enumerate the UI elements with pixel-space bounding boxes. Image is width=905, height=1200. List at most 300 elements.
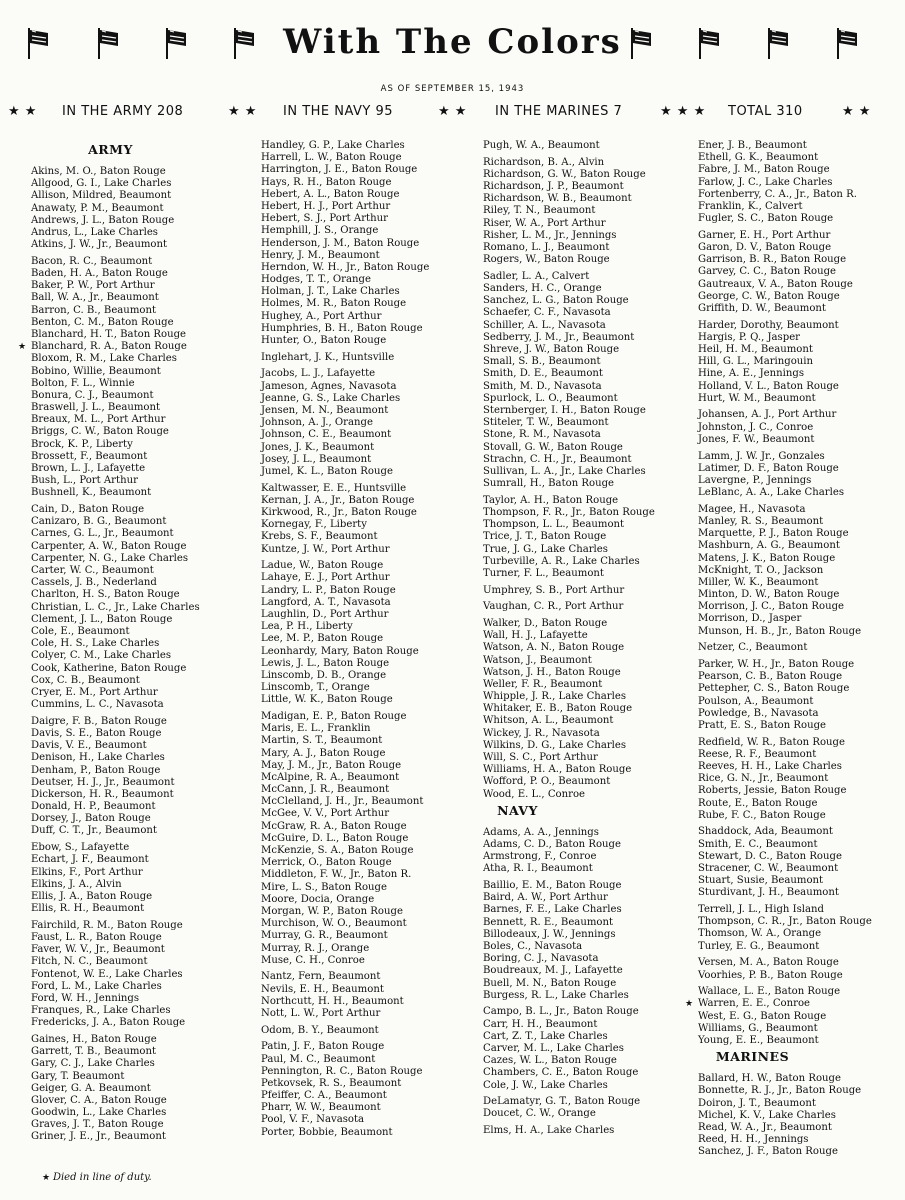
roster-entry: McGee, V. V., Port Arthur <box>261 808 390 820</box>
roster-entry: Patin, J. F., Baton Rouge <box>261 1041 385 1053</box>
flag-icon <box>766 26 790 60</box>
roster-entry: Christian, L. C., Jr., Lake Charles <box>31 601 200 613</box>
roster-entry: Terrell, J. L., High Island <box>698 904 825 916</box>
roster-entry: Garner, E. H., Port Arthur <box>698 229 831 241</box>
roster-entry: Hargis, P. Q., Jasper <box>698 331 800 343</box>
section-heading-marines: MARINES <box>715 1049 790 1065</box>
roster-entry: Pearson, C. B., Baton Rouge <box>698 671 843 683</box>
roster-entry: Dorsey, J., Baton Rouge <box>31 813 151 825</box>
roster-entry: Pugh, W. A., Beaumont <box>483 140 600 151</box>
roster-entry: Cryer, E. M., Port Arthur <box>31 686 158 698</box>
roster-entry: Hughey, A., Port Arthur <box>261 310 382 322</box>
roster-entry: Wallace, L. E., Baton Rouge <box>698 986 841 998</box>
roster-entry: Atkins, J. W., Jr., Beaumont <box>31 239 168 251</box>
roster-entry: Deutser, H. J., Jr., Beaumont <box>31 776 175 788</box>
roster-entry: Schiller, A. L., Navasota <box>483 319 606 331</box>
roster-entry: Bushnell, K., Beaumont <box>31 487 152 499</box>
roster-entry: McClelland, J. H., Jr., Beaumont <box>261 796 424 808</box>
roster-entry: Stovall, G. W., Baton Rouge <box>483 441 623 453</box>
roster-entry: Nevils, E. H., Beaumont <box>261 983 384 995</box>
roster-entry: Smith, E. C., Beaumont <box>698 838 818 850</box>
roster-entry: Linscomb, T., Orange <box>261 682 370 694</box>
roster-entry: Boles, C., Navasota <box>483 940 583 952</box>
roster-entry: Allison, Mildred, Beaumont <box>31 190 172 202</box>
roster-entry: Munson, H. B., Jr., Baton Rouge <box>698 625 862 637</box>
roster-entry: Krebs, S. F., Beaumont <box>261 531 378 543</box>
roster-entry: Wall, H. J., Lafayette <box>483 630 588 642</box>
roster-entry: Strachn, C. H., Jr., Beaumont <box>483 453 632 465</box>
roster-entry: Williams, H. A., Baton Rouge <box>483 764 632 776</box>
roster-entry: Henderson, J. M., Baton Rouge <box>261 237 420 249</box>
flag-icon <box>697 26 721 60</box>
roster-entry: Goodwin, L., Lake Charles <box>31 1107 167 1119</box>
roster-entry: Bonura, C. J., Beaumont <box>31 389 154 401</box>
roster-entry: Ford, L. M., Lake Charles <box>31 980 162 992</box>
roster-entry: True, J. G., Lake Charles <box>483 543 608 555</box>
roster-entry: Vaughan, C. R., Port Arthur <box>483 601 624 613</box>
roster-entry: Fairchild, R. M., Baton Rouge <box>31 919 183 931</box>
roster-entry: Fontenot, W. E., Lake Charles <box>31 968 183 980</box>
roster-entry: Johnston, J. C., Conroe <box>698 421 814 433</box>
roster-entry: Sumrall, H., Baton Rouge <box>483 478 615 490</box>
roster-entry: Whitaker, E. B., Baton Rouge <box>483 703 633 715</box>
roster-entry: Stuart, Susie, Beaumont <box>698 875 824 887</box>
grand-total: TOTAL 310 <box>728 104 803 119</box>
roster-entry: Umphrey, S. B., Port Arthur <box>483 584 625 596</box>
roster-entry: Pfeiffer, C. A., Beaumont <box>261 1090 387 1102</box>
roster-entry: Boring, C. J., Navasota <box>483 953 599 965</box>
roster-entry: Franques, R., Lake Charles <box>31 1005 171 1017</box>
roster-entry: Wood, E. L., Conroe <box>483 788 586 800</box>
column-1 <box>18 140 243 1144</box>
roster-entry: Sturdivant, J. H., Beaumont <box>698 887 839 899</box>
roster-entry: Hodges, T. T., Orange <box>261 274 371 286</box>
roster-entry: Andrus, L., Lake Charles <box>31 226 158 238</box>
roster-entry: Pennington, R. C., Baton Rouge <box>261 1065 423 1077</box>
roster-entry: Adams, A. A., Jennings <box>483 826 599 838</box>
roster-entry: Doucet, C. W., Orange <box>483 1108 596 1120</box>
flag-icon <box>629 26 653 60</box>
roster-entry: Richardson, B. A., Alvin <box>483 156 605 168</box>
roster-entry: Bonnette, R. J., Jr., Baton Rouge <box>698 1085 862 1097</box>
roster-entry: Williams, G., Beaumont <box>698 1022 818 1034</box>
roster-entry: Michel, K. V., Lake Charles <box>698 1109 836 1121</box>
flag-icon <box>164 26 188 60</box>
roster-entry: Maris, E. L., Franklin <box>261 723 371 735</box>
roster-entry: Baden, H. A., Baton Rouge <box>31 268 168 279</box>
roster-entry: Ellis, R. H., Beaumont <box>31 903 145 915</box>
roster-entry: Mire, L. S., Baton Rouge <box>261 881 387 893</box>
roster-entry: Pratt, E. S., Baton Rouge <box>698 719 827 731</box>
roster-entry: Franklin, K., Calvert <box>698 200 803 212</box>
roster-entry: Morrison, D., Jasper <box>698 613 802 625</box>
roster-entry: Akins, M. O., Baton Rouge <box>31 166 166 177</box>
roster-entry: Kaltwasser, E. E., Huntsville <box>261 482 407 494</box>
roster-entry: Blanchard, H. T., Baton Rouge <box>31 328 187 340</box>
roster-entry: Benton, C. M., Baton Rouge <box>31 316 174 328</box>
roster-entry: Odom, B. Y., Beaumont <box>261 1024 379 1036</box>
roster-entry: Muse, C. H., Conroe <box>261 954 365 966</box>
roster-entry: Garon, D. V., Baton Rouge <box>698 242 832 253</box>
roster-entry: Josey, J. L., Beaumont <box>261 453 372 465</box>
roster-entry: Richardson, G. W., Baton Rouge <box>483 168 646 180</box>
navy-total: IN THE NAVY 95 <box>283 104 394 119</box>
roster-entry: Elms, H. A., Lake Charles <box>483 1125 615 1137</box>
roster-entry: Thompson, C. R., Jr., Baton Rouge <box>698 916 872 928</box>
roster-entry: Rogers, W., Baton Rouge <box>483 254 610 266</box>
roster-entry: Young, E. E., Beaumont <box>698 1034 819 1046</box>
roster-entry: Small, S. B., Beaumont <box>483 356 601 368</box>
roster-entry: Davis, V. E., Beaumont <box>31 740 147 752</box>
roster-entry: Wofford, P. O., Beaumont <box>483 776 611 788</box>
roster-entry: Jeanne, G. S., Lake Charles <box>261 392 401 404</box>
roster-entry: Davis, S. E., Baton Rouge <box>31 727 162 739</box>
roster-entry: Bacon, R. C., Beaumont <box>31 255 153 267</box>
roster-entry: Fredericks, J. A., Baton Rouge <box>31 1017 186 1029</box>
footnote-text: Died in line of duty. <box>52 1172 152 1183</box>
roster-entry: Nott, L. W., Port Arthur <box>261 1007 381 1019</box>
roster-entry: Griner, J. E., Jr., Beaumont <box>31 1131 166 1143</box>
roster-entry: Gary, C. J., Lake Charles <box>31 1058 155 1070</box>
star-icon: ★ ★ <box>842 104 871 119</box>
roster-entry: Wickey, J. R., Navasota <box>483 727 600 739</box>
roster-entry: Cain, D., Baton Rouge <box>31 504 145 516</box>
roster-entry: Baird, A. W., Port Arthur <box>483 892 608 904</box>
roster-entry: Walker, D., Baton Rouge <box>483 617 608 629</box>
roster-entry: Glover, C. A., Baton Rouge <box>31 1094 167 1106</box>
roster-entry: Baker, P. W., Port Arthur <box>31 280 155 292</box>
roster-entry: Carnes, G. L., Jr., Beaumont <box>31 528 174 540</box>
roster-entry: Fitch, N. C., Beaumont <box>31 956 148 968</box>
star-icon: ★ ★ <box>228 104 257 119</box>
roster-entry: Griffith, D. W., Beaumont <box>698 302 826 314</box>
roster-entry: Fugler, S. C., Baton Rouge <box>698 213 834 225</box>
roster-entry: Sullivan, L. A., Jr., Lake Charles <box>483 465 646 477</box>
roster-entry: Thompson, F. R., Jr., Baton Rouge <box>483 506 655 518</box>
roster-entry: Matens, J. K., Baton Rouge <box>698 552 836 564</box>
roster-entry: Andrews, J. L., Baton Rouge <box>31 214 175 226</box>
roster-entry: Cole, J. W., Lake Charles <box>483 1079 608 1091</box>
roster-entry: Bush, L., Port Arthur <box>31 475 138 487</box>
roster-entry: Stracener, C. W., Beaumont <box>698 863 839 874</box>
roster-entry: West, E. G., Baton Rouge <box>698 1010 827 1022</box>
roster-entry: Hays, R. H., Baton Rouge <box>261 176 392 188</box>
roster-entry: Jones, F. W., Beaumont <box>698 433 815 445</box>
roster-entry: Kirkwood, R., Jr., Baton Rouge <box>261 506 417 518</box>
roster-entry: Harrell, L. W., Baton Rouge <box>261 152 402 164</box>
roster-entry: Lee, M. P., Baton Rouge <box>261 633 384 645</box>
roster-entry: Duff, C. T., Jr., Beaumont <box>31 825 157 837</box>
roster-entry: Moore, Docia, Orange <box>261 893 375 905</box>
roster-entry: Read, W. A., Jr., Beaumont <box>698 1121 832 1133</box>
roster-entry: Cox, C. B., Beaumont <box>31 674 140 686</box>
roster-entry: Romano, L. J., Beaumont <box>483 242 610 253</box>
roster-entry: McKnight, T. O., Jackson <box>698 564 824 576</box>
column-4 <box>685 140 905 1158</box>
roster-entry: Johnson, A. J., Orange <box>261 417 373 429</box>
roster-entry: Ethell, G. K., Beaumont <box>698 152 819 164</box>
roster-entry: Rube, F. C., Baton Rouge <box>698 809 826 821</box>
roster-entry: Holmes, M. R., Baton Rouge <box>261 298 407 310</box>
roster-entry: Hebert, A. L., Baton Rouge <box>261 188 400 200</box>
roster-entry: Sanders, H. C., Orange <box>483 283 602 295</box>
roster-entry: Lavergne, P., Jennings <box>698 474 812 486</box>
roster-entry: Carter, W. C., Beaumont <box>31 565 154 576</box>
as-of-date: AS OF SEPTEMBER 15, 1943 <box>380 84 525 94</box>
roster-entry: Miller, W. K., Beaumont <box>698 576 819 588</box>
roster-entry: Linscomb, D. B., Orange <box>261 669 387 681</box>
roster-entry: Risher, L. M., Jr., Jennings <box>483 229 617 241</box>
roster-entry: Handley, G. P., Lake Charles <box>261 140 405 151</box>
roster-entry: Versen, M. A., Baton Rouge <box>698 957 839 969</box>
roster-entry: Breaux, M. L., Port Arthur <box>31 414 166 426</box>
roster-entry: Buell, M. N., Baton Rouge <box>483 977 617 989</box>
marines-total: IN THE MARINES 7 <box>495 104 623 119</box>
roster-entry: Poulson, A., Beaumont <box>698 695 814 707</box>
roster-entry: Sanchez, L. G., Baton Rouge <box>483 295 629 307</box>
roster-entry: Kornegay, F., Liberty <box>261 519 367 531</box>
roster-entry: Johansen, A. J., Port Arthur <box>698 409 837 421</box>
roster-entry: Billodeaux, J. W., Jennings <box>483 928 616 940</box>
roster-entry: Bloxom, R. M., Lake Charles <box>31 353 177 365</box>
roster-entry: Lamm, J. W. Jr., Gonzales <box>698 450 825 462</box>
roster-entry: ★ Warren, E. E., Conroe <box>685 998 905 1010</box>
roster-entry: Kuntze, J. W., Port Arthur <box>261 543 390 555</box>
roster-entry: Riser, W. A., Port Arthur <box>483 217 606 229</box>
roster-entry: Campo, B. L., Jr., Baton Rouge <box>483 1006 639 1018</box>
roster-entry: Sanchez, J. F., Baton Rouge <box>698 1146 838 1158</box>
roster-entry: Bennett, R. E., Beaumont <box>483 916 614 928</box>
roster-entry: Colyer, C. M., Lake Charles <box>31 650 172 662</box>
roster-entry: Magee, H., Navasota <box>698 503 806 515</box>
roster-entry: Burgess, R. L., Lake Charles <box>483 989 629 1001</box>
roster-entry: Doiron, J. T., Beaumont <box>698 1097 816 1109</box>
roster-entry: Carpenter, A. W., Baton Rouge <box>31 540 187 552</box>
roster-entry: Petkovsek, R. S., Beaumont <box>261 1077 402 1089</box>
roster-entry: Whitson, A. L., Beaumont <box>483 715 614 727</box>
star-icon: ★ <box>42 1173 53 1183</box>
roster-entry: Latimer, D. F., Baton Rouge <box>698 462 839 474</box>
roster-entry: Jensen, M. N., Beaumont <box>261 404 389 416</box>
roster-entry: Porter, Bobbie, Beaumont <box>261 1126 393 1138</box>
roster-entry: McGraw, R. A., Baton Rouge <box>261 820 407 832</box>
roster-entry: Parker, W. H., Jr., Baton Rouge <box>698 659 855 670</box>
roster-entry: Daigre, F. B., Baton Rouge <box>31 715 167 727</box>
roster-entry: Watson, J., Beaumont <box>483 654 592 666</box>
roster-entry: Reed, H. H., Jennings <box>698 1134 809 1146</box>
footnote <box>42 1172 152 1183</box>
roster-entry: Hebert, S. J., Port Arthur <box>261 213 388 225</box>
roster-entry: Boudreaux, M. J., Lafayette <box>483 965 623 977</box>
roster-entry: Riley, T. N., Beaumont <box>483 205 596 217</box>
roster-entry: Powledge, B., Navasota <box>698 707 819 719</box>
roster-entry: Harrington, J. E., Baton Rouge <box>261 164 418 176</box>
totals-bar <box>0 104 905 126</box>
roster-entry: Allgood, G. I., Lake Charles <box>31 178 172 190</box>
roster-entry: Garrison, B. R., Baton Rouge <box>698 254 847 266</box>
roster-entry: Cassels, J. B., Nederland <box>31 577 157 589</box>
roster-entry: Will, S. C., Port Arthur <box>483 752 598 763</box>
roster-entry: Roberts, Jessie, Baton Rouge <box>698 785 847 797</box>
section-heading-navy: NAVY <box>497 802 538 818</box>
roster-entry: McCann, J. R., Beaumont <box>261 784 390 796</box>
roster-entry: Morgan, W. P., Baton Rouge <box>261 905 403 917</box>
roster-entry: Adams, C. D., Baton Rouge <box>483 838 621 850</box>
roster-entry: Geiger, G. A. Beaumont <box>31 1082 151 1094</box>
roster-entry: Carver, M. L., Lake Charles <box>483 1042 624 1054</box>
column-3 <box>470 140 695 1137</box>
roster-entry: Sedberry, J. M., Jr., Beaumont <box>483 331 635 343</box>
roster-entry: Carpenter, N. G., Lake Charles <box>31 552 189 564</box>
roster-entry: Route, E., Baton Rouge <box>698 797 818 809</box>
roster-entry: Bobino, Willie, Beaumont <box>31 365 161 377</box>
roster-entry: Elkins, F., Port Arthur <box>31 866 143 878</box>
roster-entry: Madigan, E. P., Baton Rouge <box>261 710 407 722</box>
army-total: IN THE ARMY 208 <box>62 104 184 119</box>
roster-entry: Ener, J. B., Beaumont <box>698 140 807 151</box>
roster-entry: Smith, D. E., Beaumont <box>483 368 603 380</box>
roster-entry: Cole, E., Beaumont <box>31 625 130 637</box>
roster-entry: Kernan, J. A., Jr., Baton Rouge <box>261 494 415 506</box>
roster-entry: Chambers, C. E., Baton Rouge <box>483 1067 639 1079</box>
roster-entry: McAlpine, R. A., Beaumont <box>261 771 400 783</box>
roster-entry: Cart, Z. T., Lake Charles <box>483 1030 608 1042</box>
roster-entry: Heil, H. M., Beaumont <box>698 344 813 355</box>
roster-entry: Turbeville, A. R., Lake Charles <box>483 555 640 567</box>
roster-entry: Murray, R. J., Orange <box>261 942 370 954</box>
roster-entry: Charlton, H. S., Baton Rouge <box>31 589 180 601</box>
roster-entry: Schaefer, C. F., Navasota <box>483 307 611 319</box>
roster-entry: Humphries, B. H., Baton Rouge <box>261 322 423 334</box>
roster-entry: Farlow, J. C., Lake Charles <box>698 176 833 188</box>
roster-entry: Pharr, W. W., Beaumont <box>261 1102 381 1114</box>
roster-entry: Jones, J. K., Beaumont <box>261 441 375 453</box>
star-icon: ★ ★ <box>8 104 37 119</box>
roster-entry: Hurt, W. M., Beaumont <box>698 392 816 404</box>
roster-entry: Martin, S. T., Beaumont <box>261 735 383 747</box>
roster-entry: Leonhardy, Mary, Baton Rouge <box>261 645 419 657</box>
roster-entry: Morrison, J. C., Baton Rouge <box>698 601 845 613</box>
roster-entry: Harder, Dorothy, Beaumont <box>698 319 839 331</box>
roster-entry: Wilkins, D. G., Lake Charles <box>483 739 627 751</box>
roster-entry: Hunter, O., Baton Rouge <box>261 335 387 346</box>
roster-entry: McKenzie, S. A., Baton Rouge <box>261 845 414 856</box>
star-icon: ★ ★ <box>438 104 467 119</box>
roster-entry: Jameson, Agnes, Navasota <box>261 380 397 392</box>
roster-entry: Marquette, P. J., Baton Rouge <box>698 528 849 540</box>
flag-icon <box>26 26 50 60</box>
roster-entry: Turner, F. L., Beaumont <box>483 567 604 579</box>
roster-entry: Fabre, J. M., Baton Rouge <box>698 164 830 176</box>
roster-entry: Hebert, H. J., Port Arthur <box>261 200 391 212</box>
roster-entry: May, J. M., Jr., Baton Rouge <box>261 759 402 771</box>
roster-entry: Canizaro, B. G., Beaumont <box>31 516 167 528</box>
roster-entry: Lahaye, E. J., Port Arthur <box>261 572 390 584</box>
roster-entry: Landry, L. P., Baton Rouge <box>261 584 396 596</box>
roster-entry: Mary, A. J., Baton Rouge <box>261 747 386 759</box>
roster-entry: Middleton, F. W., Jr., Baton R. <box>261 869 412 881</box>
section-heading-army: ARMY <box>88 142 133 157</box>
roster-entry: Trice, J. T., Baton Rouge <box>483 531 607 543</box>
roster-entry: Stewart, D. C., Baton Rouge <box>698 850 842 862</box>
roster-entry: Holland, V. L., Baton Rouge <box>698 380 839 392</box>
roster-entry: Faver, W. V., Jr., Beaumont <box>31 944 165 956</box>
roster-entry: Richardson, W. B., Beaumont <box>483 193 632 205</box>
roster-entry: Garrett, T. B., Beaumont <box>31 1046 157 1058</box>
roster-entry: Watson, A. N., Baton Rouge <box>483 642 625 654</box>
roster-entry: Cole, H. S., Lake Charles <box>31 638 160 650</box>
roster-entry: Johnson, C. E., Beaumont <box>261 429 392 441</box>
roster-entry: Hill, G. L., Maringouin <box>698 356 814 368</box>
roster-entry: Reeves, H. H., Lake Charles <box>698 761 842 772</box>
roster-entry: Spurlock, L. O., Beaumont <box>483 392 618 404</box>
roster-entry: Barnes, F. E., Lake Charles <box>483 904 622 916</box>
roster-entry: Merrick, O., Baton Rouge <box>261 857 392 869</box>
roster-entry: Smith, M. D., Navasota <box>483 380 602 392</box>
roster-entry: Sadler, L. A., Calvert <box>483 270 590 282</box>
roster-entry: Denison, H., Lake Charles <box>31 752 165 764</box>
roster-entry: Shreve, J. W., Baton Rouge <box>483 344 620 355</box>
roster-entry: Anawaty, P. M., Beaumont <box>31 202 164 214</box>
roster-entry: McGuire, D. L., Baton Rouge <box>261 832 409 844</box>
roster-entry: Ballard, H. W., Baton Rouge <box>698 1073 841 1085</box>
roster-entry: Inglehart, J. K., Huntsville <box>261 351 395 363</box>
roster-entry: Ford, W. H., Jennings <box>31 992 140 1004</box>
flag-icon <box>835 26 859 60</box>
roster-entry: Hemphill, J. S., Orange <box>261 225 379 237</box>
roster-entry: Sternberger, I. H., Baton Rouge <box>483 404 646 416</box>
roster-entry: Garvey, C. C., Baton Rouge <box>698 266 837 278</box>
roster-entry: Redfield, W. R., Baton Rouge <box>698 736 845 748</box>
roster-entry: Minton, D. W., Baton Rouge <box>698 589 840 601</box>
roster-entry: Reese, R. F., Beaumont <box>698 748 817 760</box>
roster-entry: Thomson, W. A., Orange <box>698 928 822 940</box>
page-title: With The Colors <box>283 22 622 62</box>
roster-entry: Faust, L. R., Baton Rouge <box>31 931 162 943</box>
roster-entry: Jumel, K. L., Baton Rouge <box>261 465 393 477</box>
roster-entry: Laughlin, D., Port Arthur <box>261 608 389 620</box>
roster-entry: Weller, F. R., Beaumont <box>483 678 603 690</box>
star-icon: ★ ★ ★ <box>660 104 706 119</box>
roster-entry: Langford, A. T., Navasota <box>261 596 391 608</box>
roster-entry: Echart, J. F., Beaumont <box>31 854 149 866</box>
roster-entry: Bolton, F. L., Winnie <box>31 377 135 389</box>
roster-entry: Little, W. K., Baton Rouge <box>261 694 393 706</box>
roster-entry: Gautreaux, V. A., Baton Rouge <box>698 278 853 290</box>
roster-entry: Ellis, J. A., Baton Rouge <box>31 890 153 902</box>
roster-entry: Graves, J. T., Baton Rouge <box>31 1119 164 1131</box>
roster-entry: Denham, P., Baton Rouge <box>31 764 161 776</box>
roster-entry: Cook, Katherine, Baton Rouge <box>31 662 187 674</box>
roster-entry: Barron, C. B., Beaumont <box>31 304 157 316</box>
roster-entry: Herndon, W. H., Jr., Baton Rouge <box>261 261 430 273</box>
roster-entry: Baillio, E. M., Baton Rouge <box>483 880 622 891</box>
roster-entry: Ladue, W., Baton Rouge <box>261 560 384 572</box>
roster-entry: Armstrong, F., Conroe <box>483 851 597 863</box>
roster-entry: Nantz, Fern, Beaumont <box>261 971 381 983</box>
roster-entry: Pettepher, C. S., Baton Rouge <box>698 683 850 695</box>
roster-entry: Murray, G. R., Beaumont <box>261 930 388 942</box>
roster-entry: Jacobs, L. J., Lafayette <box>261 368 376 380</box>
roster-entry: Fortenberry, C. A., Jr., Baton R. <box>698 188 857 200</box>
roster-entry: Turley, E. G., Beaumont <box>698 940 820 952</box>
roster-entry: Thompson, L. L., Beaumont <box>483 519 625 531</box>
flag-icon <box>232 26 256 60</box>
roster-entry: Brock, K. P., Liberty <box>31 438 133 450</box>
roster-entry: Watson, J. H., Baton Rouge <box>483 666 621 678</box>
roster-entry: Gary, T. Beaumont <box>31 1070 125 1082</box>
roster-entry: Murchison, W. O., Beaumont <box>261 918 407 930</box>
